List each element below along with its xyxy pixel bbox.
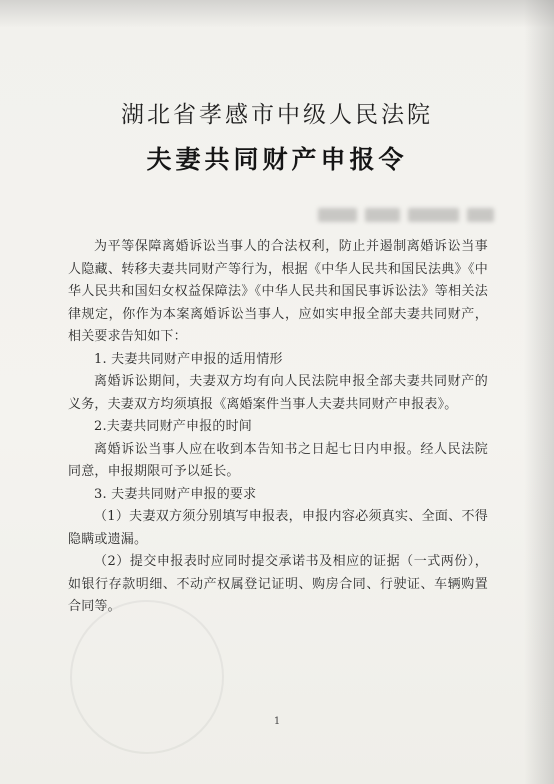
requirement-item-1: （1）夫妻双方须分别填写申报表，申报内容必须真实、全面、不得隐瞒或遗漏。 — [68, 509, 488, 547]
page-shadow-top — [0, 0, 554, 28]
section-paragraph-1: 离婚诉讼期间，夫妻双方均有向人民法院申报全部夫妻共同财产的义务，夫妻双方均须填报《离婚案件当事人夫妻共同财产申报表》。 — [68, 374, 488, 412]
requirement-item-2: （2）提交申报表时应同时提交承诺书及相应的证据（一式两份），如银行存款明细、不动产权属登记证明、购房合同、行驶证、车辆购置合同等。 — [68, 554, 488, 614]
section-heading-2: 2.夫妻共同财产申报的时间 — [94, 419, 253, 434]
document-body — [68, 236, 488, 619]
intro-paragraph: 为平等保障离婚诉讼当事人的合法权利，防止并遏制离婚诉讼当事人隐藏、转移夫妻共同财产等行为，根据《中华人民共和国民法典》《中华人民共和国妇女权益保障法》《中华人民共和国民事诉讼法》等相关法律规定，你作为本案离婚诉讼当事人，应如实申报全部夫妻共同财产，相关要求告知如下： — [68, 239, 488, 344]
document-title: 夫妻共同财产申报令 — [146, 145, 408, 174]
court-name: 湖北省孝感市中级人民法院 — [121, 102, 433, 128]
redacted-case-number — [318, 208, 494, 222]
section-paragraph-2: 离婚诉讼当事人应在收到本告知书之日起七日内申报。经人民法院同意，申报期限可予以延长。 — [68, 441, 488, 479]
section-heading-1: 1. 夫妻共同财产申报的适用情形 — [94, 351, 283, 367]
page-number: 1 — [273, 716, 281, 727]
section-heading-3: 3. 夫妻共同财产申报的要求 — [94, 486, 257, 502]
faint-seal-impression — [70, 600, 224, 754]
